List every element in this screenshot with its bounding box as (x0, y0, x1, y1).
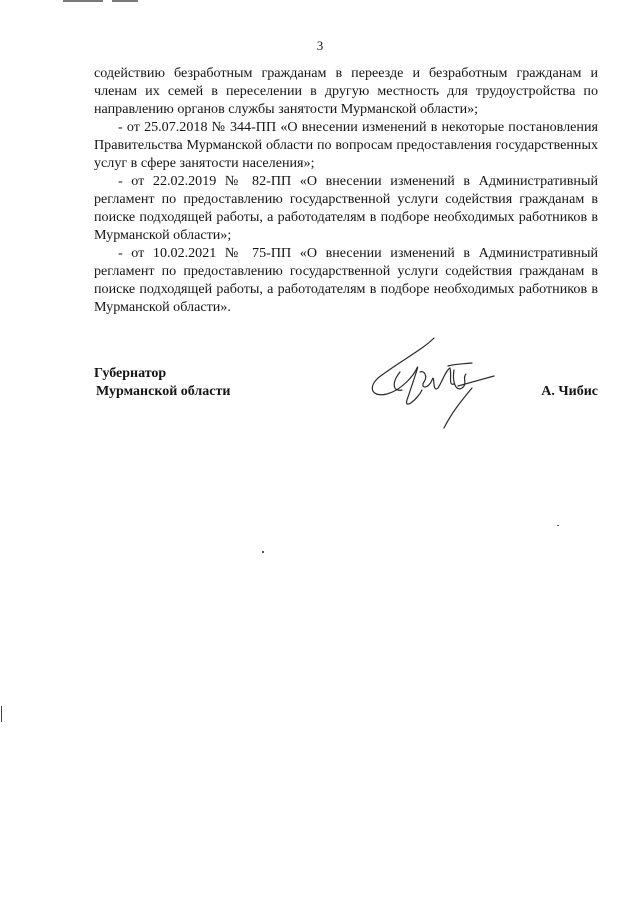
signatory-name: А. Чибис (541, 384, 598, 399)
list-item: - от 22.02.2019 № 82-ПП «О внесении изменений в Административный регламент по предоставлению государственной услуги содействия гражданам в поиске подходящей работы, а работодателям в подборе необходимых работников в Мурманской области»; (94, 173, 598, 243)
position-title: Губернатор (94, 366, 167, 381)
page-number: 3 (316, 38, 324, 53)
scan-edge-mark (63, 0, 103, 2)
list-item: - от 25.07.2018 № 344-ПП «О внесении изменений в некоторые постановления Правительства Мурманской области по вопросам предоставления государственных услуг в сфере занятости населения»; (94, 119, 598, 171)
body-text (94, 64, 598, 316)
list-item: - от 10.02.2021 № 75-ПП «О внесении изменений в Административный регламент по предоставлению государственной услуги содействия гражданам в поиске подходящей работы, а работодателям в подборе необходимых работников в Мурманской области». (94, 245, 598, 315)
scan-edge-mark (1, 706, 2, 722)
signatory-position (94, 365, 230, 401)
scan-speck (262, 551, 264, 553)
scan-speck (557, 525, 559, 526)
position-region: Мурманской области (96, 384, 231, 399)
scan-edge-mark (112, 0, 138, 2)
handwritten-signature (362, 330, 507, 435)
paragraph-continuation: содействию безработным гражданам в переезде и безработным гражданам и членам их семей в переселении в другую местность для трудоустройства по направлению органов службы занятости Мурманской области»; (94, 65, 598, 117)
